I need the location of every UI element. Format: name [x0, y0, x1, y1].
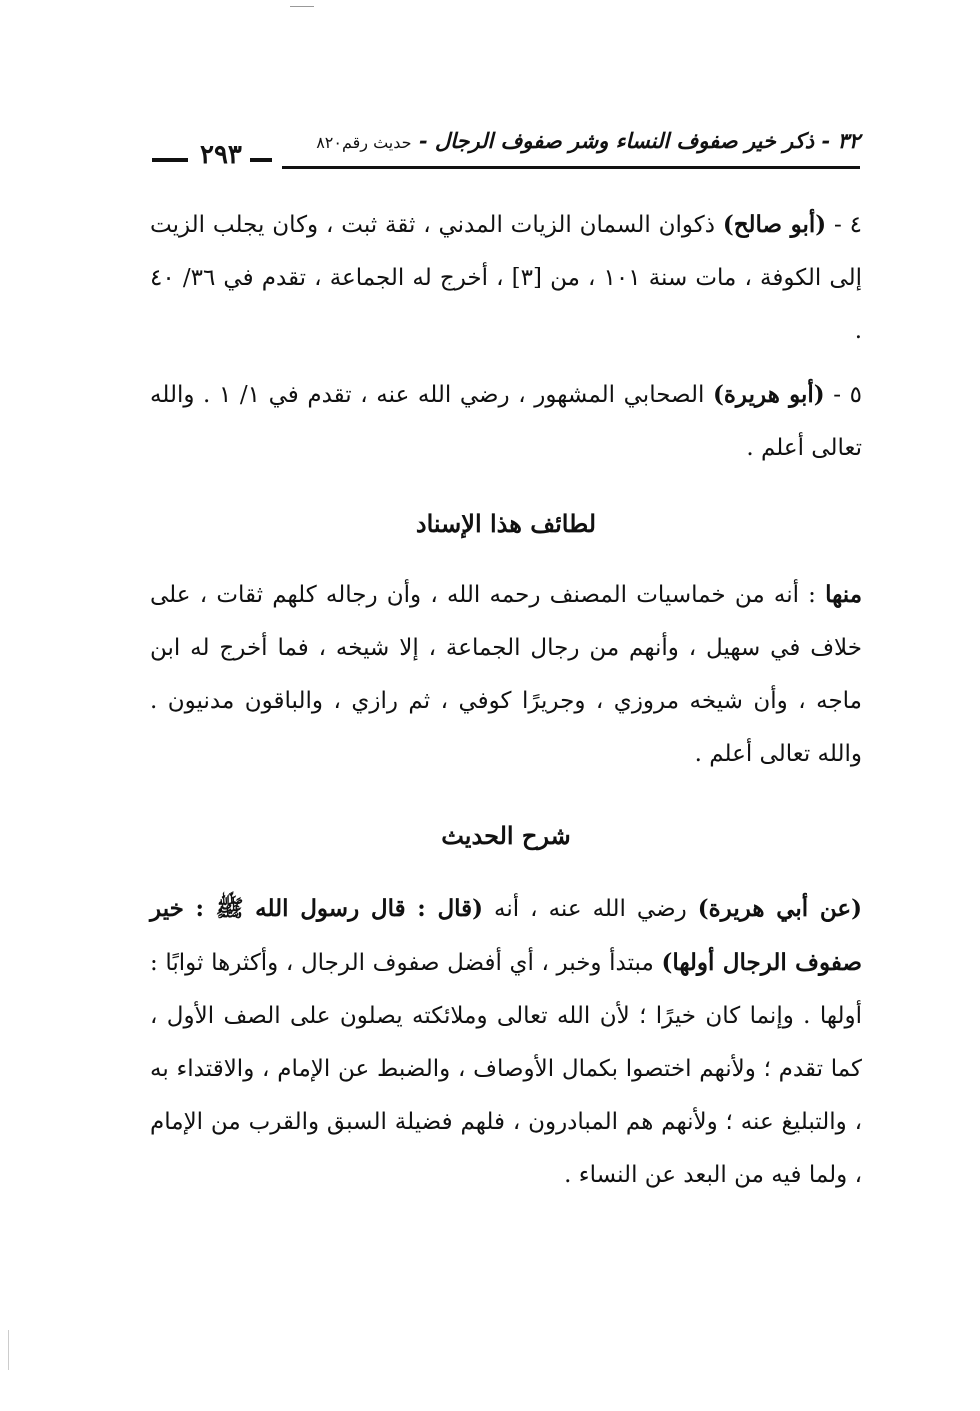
hadith-reference: حديث رقم٨٢٠: [316, 133, 412, 152]
scan-edge-mark: [8, 1330, 9, 1370]
narrator-number: ٤ -: [826, 212, 862, 238]
header-rule: [282, 166, 860, 169]
sharh-paragraph: [150, 882, 862, 1202]
bold-phrase-1: (عن أبي هريرة): [697, 895, 862, 922]
narrator-name: (أبو صالح): [722, 211, 827, 238]
narrator-entry-5: [150, 368, 862, 475]
chapter-title-text: ٣٢ - ذكر خير صفوف النساء وشر صفوف الرجال -: [411, 128, 860, 153]
running-header: [152, 122, 860, 174]
page-body: [150, 198, 862, 1202]
scan-mark: [290, 6, 314, 7]
plain-phrase-1: رضي الله عنه ، أنه: [483, 896, 698, 922]
page-number-rule-left: [152, 158, 188, 162]
narrator-name: (أبو هريرة): [712, 381, 825, 408]
section-heading-isnad: لطائف هذا الإسناد: [415, 509, 597, 538]
isnad-paragraph: [150, 568, 862, 781]
chapter-title: [316, 128, 860, 153]
narrator-number: ٥ -: [824, 382, 862, 408]
section-heading-sharh: شرح الحديث: [441, 821, 571, 850]
narrator-text: ذكوان السمان الزيات المدني ، ثقة ثبت ، وكان يجلب الزيت إلى الكوفة ، مات سنة ١٠١ ، من [٣] ، أخرج له الجماعة ، تقدم في ٣٦/ ٤٠ .: [150, 212, 862, 344]
paragraph-lead: منها: [825, 581, 863, 608]
page-number-rule-right: [250, 158, 272, 162]
narrator-text: الصحابي المشهور ، رضي الله عنه ، تقدم في ١/ ١ . والله تعالى أعلم .: [150, 382, 862, 461]
page-number: ٢٩٣: [200, 140, 242, 170]
narrator-entry-4: [150, 198, 862, 358]
plain-phrase-2: مبتدأ وخبر ، أي أفضل صفوف الرجال ، وأكثرها ثوابًا : أولها . وإنما كان خيرًا ؛ لأن الله تعالى وملائكته يصلون على الصف الأول ، كما تقدم ؛ ولأنهم اختصوا بكمال الأوصاف ، والضبط عن الإمام ، والاقتداء به ، والتبليغ عنه ؛ ولأنهم هم المبادرون ، فلهم فضيلة السبق والقرب من الإمام ، ولما فيه من البعد عن النساء .: [150, 950, 862, 1188]
bold-phrase-2: (قال : قال رسول الله ﷺ : خير صفوف الرجال أولها): [150, 895, 862, 976]
paragraph-text: : أنه من خماسيات المصنف رحمه الله ، وأن رجاله كلهم ثقات ، على خلاف في سهيل ، وأنهم من رجال الجماعة ، إلا شيخه ، فما أخرج له ابن ماجه ، وأن شيخه مروزي ، وجريرًا كوفي ، ثم رازي ، والباقون مدنيون . والله تعالى أعلم .: [150, 582, 862, 767]
